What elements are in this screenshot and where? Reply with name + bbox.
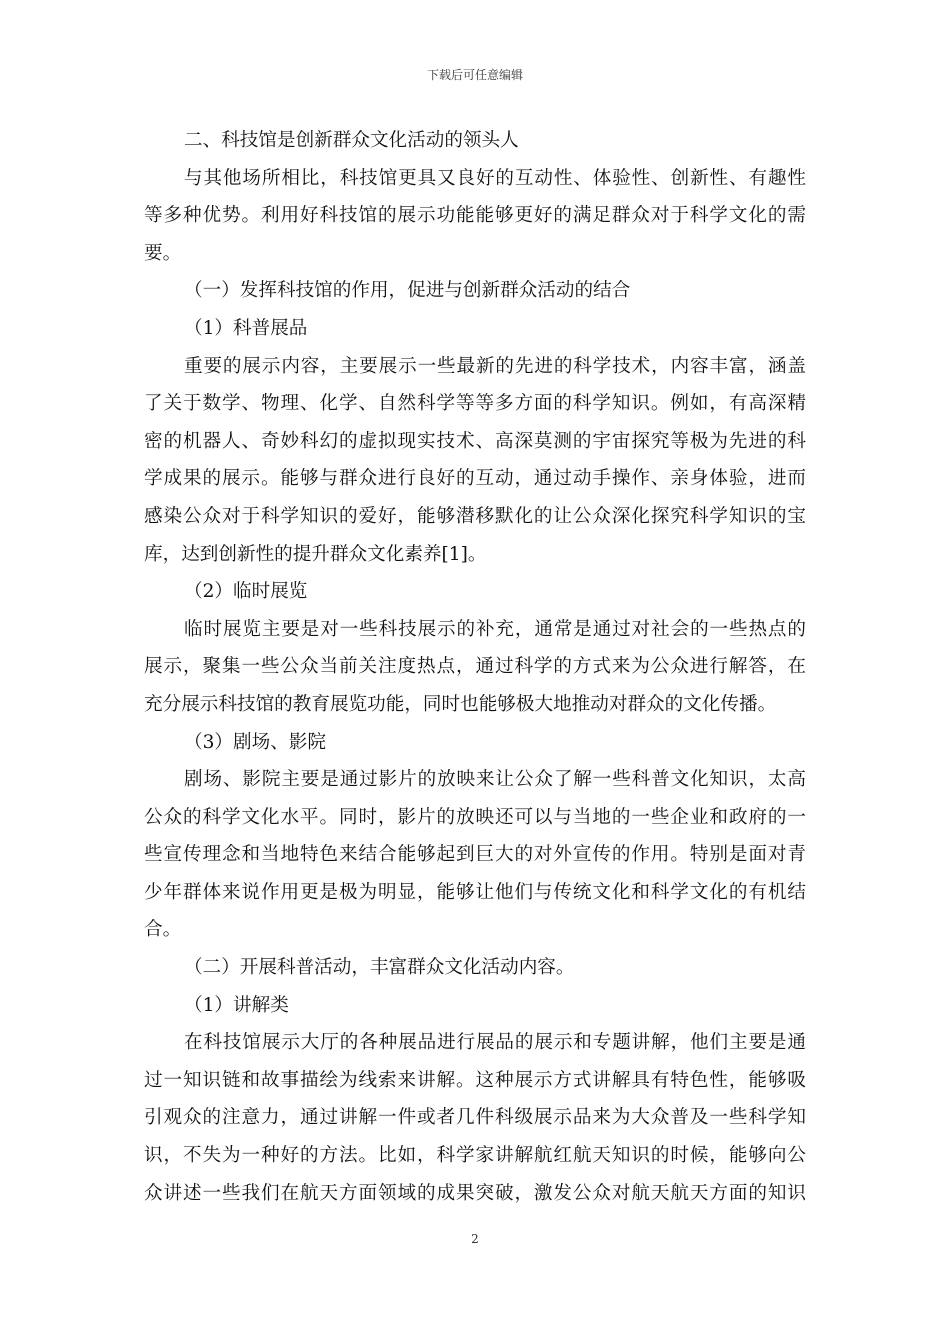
paragraph-line: 临时展览主要是对一些科技展示的补充，通常是通过对社会的一些热点的	[184, 618, 806, 640]
paragraph-line: 了关于数学、物理、化学、自然科学等等多方面的科学知识。例如，有高深精	[144, 393, 806, 415]
paragraph-line: 要。	[144, 242, 182, 264]
paragraph-line: 与其他场所相比，科技馆更具又良好的互动性、体验性、创新性、有趣性	[184, 167, 806, 189]
section-heading: 二、科技馆是创新群众文化活动的领头人	[184, 130, 519, 151]
item-heading: （2）临时展览	[184, 581, 308, 603]
page-header: 下载后可任意编辑	[426, 68, 523, 82]
paragraph-line: 少年群体来说作用更是极为明显，能够让他们与传统文化和科学文化的有机结	[144, 881, 806, 903]
subsection-heading: （一）发挥科技馆的作用，促进与创新群众活动的结合	[184, 280, 631, 302]
item-heading: （1）讲解类	[184, 994, 289, 1016]
paragraph-line: 学成果的展示。能够与群众进行良好的互动，通过动手操作、亲身体验，进而	[144, 468, 806, 490]
paragraph-line: 识，不失为一种好的方法。比如，科学家讲解航红航天知识的时候，能够向公	[144, 1145, 806, 1167]
paragraph-line: 公众的科学文化水平。同时，影片的放映还可以与当地的一些企业和政府的一	[144, 806, 806, 828]
paragraph-line: 感染公众对于科学知识的爱好，能够潜移默化的让公众深化探究科学知识的宝	[144, 505, 806, 527]
paragraph-line: 库，达到创新性的提升群众文化素养[1]。	[144, 543, 487, 565]
subsection-heading: （二）开展科普活动，丰富群众文化活动内容。	[184, 957, 575, 979]
paragraph-line: 在科技馆展示大厅的各种展品进行展品的展示和专题讲解，他们主要是通	[184, 1032, 806, 1054]
page-number: 2	[471, 1232, 479, 1246]
item-heading: （1）科普展品	[184, 317, 308, 339]
item-heading: （3）剧场、影院	[184, 731, 326, 753]
paragraph-line: 密的机器人、奇妙科幻的虚拟现实技术、高深莫测的宇宙探究等极为先进的科	[144, 430, 806, 452]
paragraph-line: 合。	[144, 919, 182, 941]
paragraph-line: 等多种优势。利用好科技馆的展示功能能够更好的满足群众对于科学文化的需	[144, 205, 806, 227]
paragraph-line: 展示，聚集一些公众当前关注度热点，通过科学的方式来为公众进行解答，在	[144, 656, 806, 678]
paragraph-line: 重要的展示内容，主要展示一些最新的先进的科学技术，内容丰富，涵盖	[184, 355, 806, 377]
paragraph-line: 引观众的注意力，通过讲解一件或者几件科级展示品来为大众普及一些科学知	[144, 1107, 806, 1129]
paragraph-line: 剧场、影院主要是通过影片的放映来让公众了解一些科普文化知识，太高	[184, 769, 806, 791]
document-body	[144, 122, 806, 1212]
paragraph-line: 过一知识链和故事描绘为线索来讲解。这种展示方式讲解具有特色性，能够吸	[144, 1069, 806, 1091]
paragraph-line: 众讲述一些我们在航天方面领域的成果突破，激发公众对航天航天方面的知识	[144, 1182, 806, 1204]
paragraph-line: 充分展示科技馆的教育展览功能，同时也能够极大地推动对群众的文化传播。	[144, 693, 777, 715]
paragraph-line: 些宣传理念和当地特色来结合能够起到巨大的对外宣传的作用。特别是面对青	[144, 844, 806, 866]
